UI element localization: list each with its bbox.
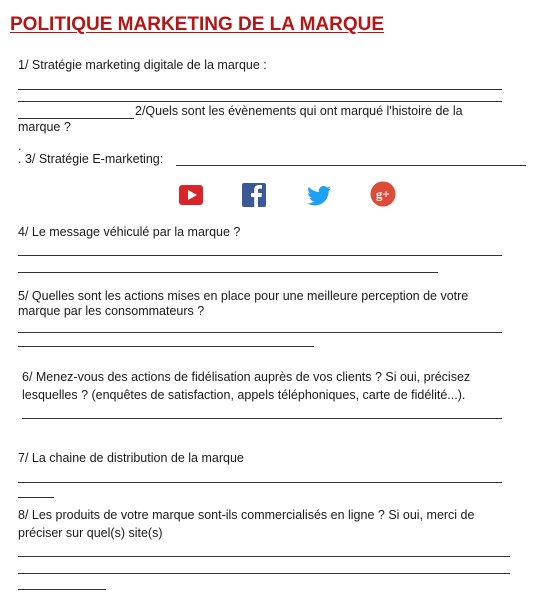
question-4: 4/ Le message véhiculé par la marque ?: [18, 225, 241, 239]
answer-line: [18, 482, 502, 483]
answer-line: [18, 255, 502, 256]
question-8-continued: préciser sur quel(s) site(s): [18, 526, 163, 540]
answer-line: [18, 589, 106, 590]
google-plus-icon: [370, 181, 396, 207]
question-2: 2/Quels sont les évènements qui ont marqué l'histoire de la: [135, 104, 463, 118]
answer-line: [22, 418, 502, 419]
youtube-icon: [178, 182, 204, 208]
answer-line: [18, 497, 54, 498]
answer-line: [18, 272, 438, 273]
question-6-continued: lesquelles ? (enquêtes de satisfaction, appels téléphoniques, carte de fidélité...).: [22, 388, 466, 402]
answer-line: [18, 556, 510, 557]
question-3: . 3/ Stratégie E-marketing:: [18, 152, 164, 166]
answer-line: [18, 346, 314, 347]
question-5: 5/ Quelles sont les actions mises en place pour une meilleure perception de votre: [18, 289, 469, 303]
question-7: 7/ La chaine de distribution de la marque: [18, 451, 244, 465]
question-1: 1/ Stratégie marketing digitale de la marque :: [18, 58, 267, 72]
twitter-icon: [306, 182, 332, 208]
answer-line: [18, 89, 502, 90]
separator-dot: .: [18, 139, 22, 153]
question-6: 6/ Menez-vous des actions de fidélisation auprès de vos clients ? Si oui, précisez: [22, 370, 471, 384]
question-8: 8/ Les produits de votre marque sont-ils commercialisés en ligne ? Si oui, merci de: [18, 508, 475, 522]
answer-line: [18, 101, 502, 102]
svg-text:g+: g+: [375, 186, 390, 202]
question-5-continued: marque par les consommateurs ?: [18, 304, 205, 318]
question-2-continued: marque ?: [18, 120, 71, 134]
page-title: POLITIQUE MARKETING DE LA MARQUE: [10, 14, 385, 35]
answer-line: [18, 332, 502, 333]
answer-line: [18, 573, 510, 574]
facebook-icon: [241, 182, 267, 208]
answer-line: [176, 165, 526, 166]
